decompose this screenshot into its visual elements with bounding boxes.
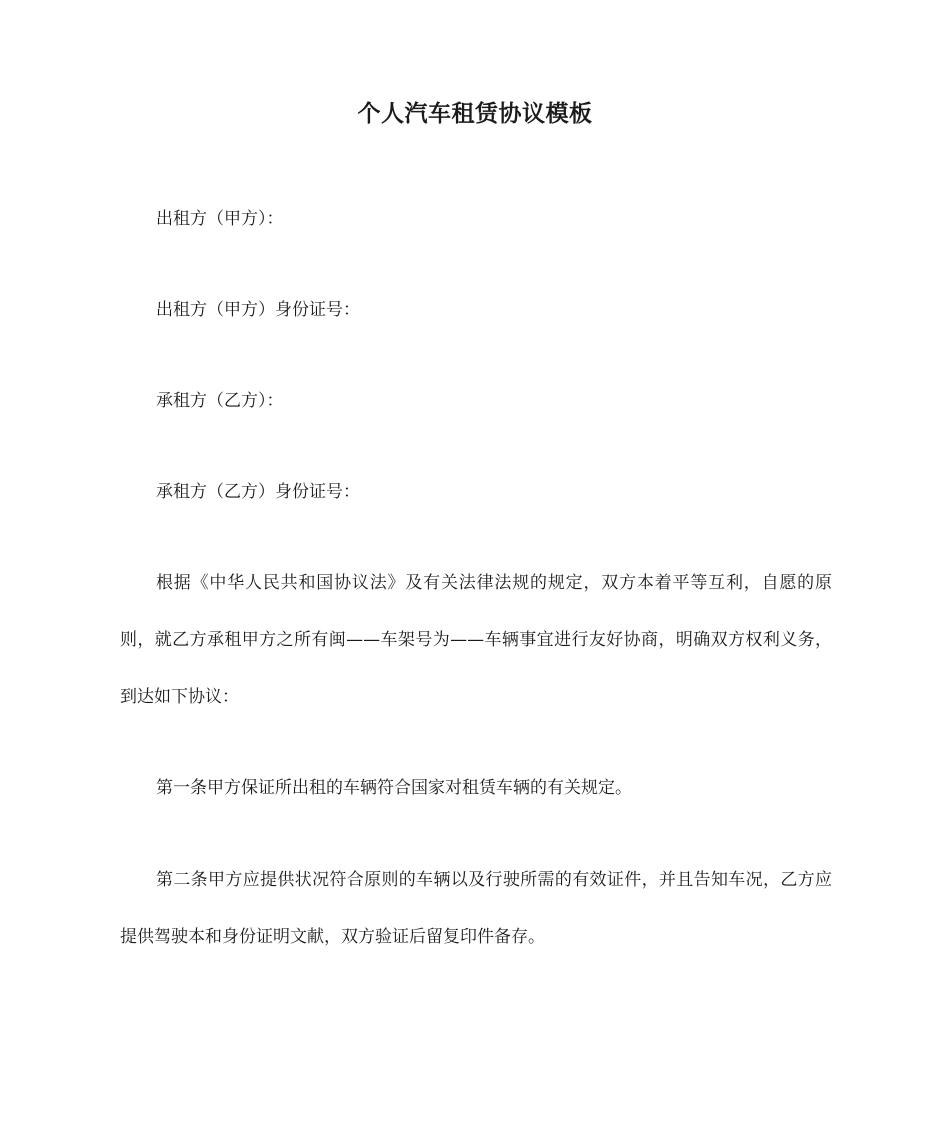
preamble-paragraph: 根据《中华人民共和国协议法》及有关法律法规的规定，双方本着平等互利，自愿的原则，就乙方承租甲方之所有闽——车架号为——车辆事宜进行友好协商，明确双方权利义务，到达如下协议： [120, 573, 832, 707]
document-title: 个人汽车租赁协议模板 [357, 101, 593, 127]
lessee-name-line: 承租方（乙方）： [156, 391, 284, 411]
article-2-paragraph: 第二条甲方应提供状况符合原则的车辆以及行驶所需的有效证件，并且告知车况，乙方应提供驾驶本和身份证明文献，双方验证后留复印件备存。 [120, 870, 832, 947]
article-1-paragraph: 第一条甲方保证所出租的车辆符合国家对租赁车辆的有关规定。 [156, 778, 632, 798]
lessee-id-line: 承租方（乙方）身份证号： [156, 482, 360, 502]
lessor-id-line: 出租方（甲方）身份证号： [156, 300, 360, 320]
lessor-name-line: 出租方（甲方）： [156, 209, 284, 229]
